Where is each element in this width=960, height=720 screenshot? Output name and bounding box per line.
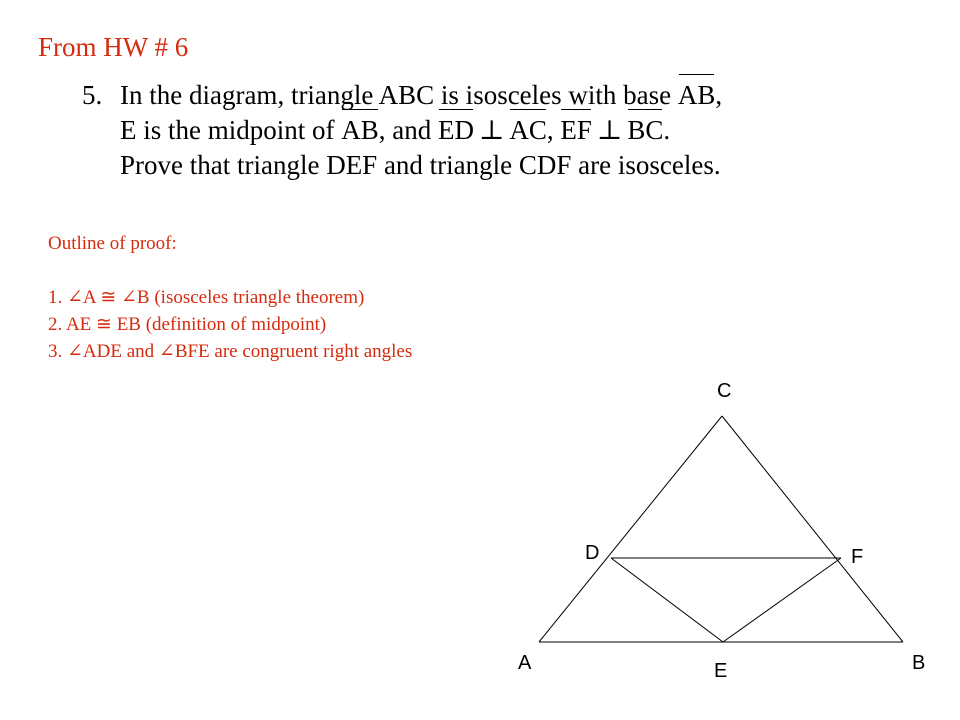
side-ac [539,416,722,642]
perpendicular-symbol-2: ⊥ [596,115,623,145]
segment-de [611,558,723,642]
vertex-label-e: E [714,660,728,682]
vertex-label-b: B [912,652,926,674]
vertex-label-f: F [851,546,864,568]
perpendicular-symbol: ⊥ [478,115,505,145]
segment-ed-overline: ED [438,113,474,148]
heading: From HW # 6 [38,32,189,62]
triangle-diagram [500,360,950,710]
segment-ab-overline-2: AB [341,113,379,148]
problem-line-2-text: E is the midpoint of [120,115,335,145]
vertex-label-a: A [518,652,532,674]
problem-number: 5. [82,80,103,110]
side-bc [722,416,903,642]
outline-step-3: 3. ∠ADE and ∠BFE are congruent right angles [48,341,413,362]
outline-step-1: 1. ∠A ≅ ∠B (isosceles triangle theorem) [48,287,365,308]
segment-bc-overline: BC [627,113,663,148]
vertex-label-c: C [717,380,732,402]
segment-ab-overline: AB [678,78,716,113]
outline-title: Outline of proof: [48,233,177,254]
outline-step-2: 2. AE ≅ EB (definition of midpoint) [48,314,327,335]
problem-line-1-text: In the diagram, triangle ABC is isosceles with base [120,80,672,110]
segment-ef-overline: EF [560,113,592,148]
segment-ac-overline: AC [509,113,547,148]
segment-ef [723,558,841,642]
problem-line-3-text: Prove that triangle DEF and triangle CDF are isosceles. [120,150,721,180]
vertex-label-d: D [585,542,600,564]
proof-outline [48,230,412,365]
